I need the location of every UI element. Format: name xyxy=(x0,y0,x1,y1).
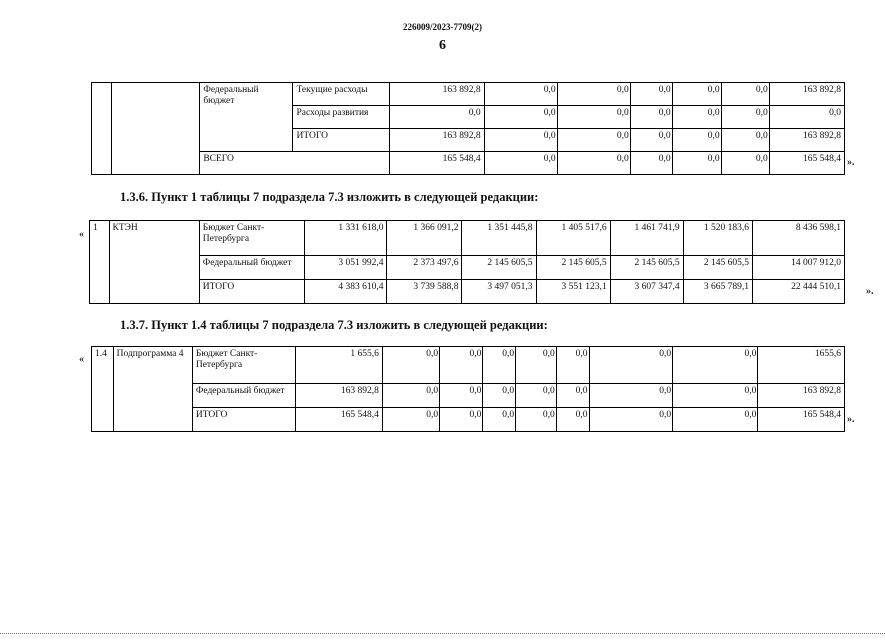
table-cell: 0,0 xyxy=(721,152,769,175)
table-cell: 4 383 610,4 xyxy=(304,280,387,304)
table-cell: 0,0 xyxy=(516,408,557,432)
table-cell: 0,0 xyxy=(484,106,557,129)
table-cell: 2 145 605,5 xyxy=(610,256,683,280)
table-cell: 163 892,8 xyxy=(769,83,844,106)
table-cell: Федеральный бюджет xyxy=(192,384,295,408)
table-cell: 1 655,6 xyxy=(296,347,383,384)
table-cell: 1655,6 xyxy=(758,347,845,384)
table-cell: 0,0 xyxy=(672,129,721,152)
table-cell: 163 892,8 xyxy=(389,83,484,106)
table-row xyxy=(92,408,845,432)
table-cell: 1 331 618,0 xyxy=(304,221,387,256)
table-cell: ИТОГО xyxy=(192,408,295,432)
table-cell: 0,0 xyxy=(382,384,439,408)
table-cell: Федеральный бюджет xyxy=(199,256,304,280)
table-row xyxy=(90,256,845,280)
table-cell: 0,0 xyxy=(483,347,516,384)
table-cell: 1 366 091,2 xyxy=(387,221,462,256)
table-row xyxy=(90,221,845,256)
table-cell: 0,0 xyxy=(557,129,630,152)
table-cell xyxy=(112,83,200,175)
table-cell: 0,0 xyxy=(672,152,721,175)
table-cell: 165 548,4 xyxy=(389,152,484,175)
table-cell: 0,0 xyxy=(769,106,844,129)
table-cell: 3 665 789,1 xyxy=(683,280,752,304)
table-row xyxy=(92,384,845,408)
table-cell: 0,0 xyxy=(673,384,758,408)
table-cell: ВСЕГО xyxy=(200,152,390,175)
open-quote: « xyxy=(79,229,84,240)
table-cell: 2 145 605,5 xyxy=(683,256,752,280)
table-cell: 0,0 xyxy=(516,347,557,384)
table-cell: 0,0 xyxy=(484,129,557,152)
table-cell: 2 145 605,5 xyxy=(536,256,610,280)
table-cell: 0,0 xyxy=(721,129,769,152)
table-cell: Федеральный бюджет xyxy=(200,83,293,152)
table-cell: 0,0 xyxy=(672,83,721,106)
table-cell: 3 051 992,4 xyxy=(304,256,387,280)
table-row xyxy=(92,83,845,106)
table-cell: Бюджет Санкт-Петербурга xyxy=(199,221,304,256)
table-item-1 xyxy=(89,220,845,304)
table-cell: 8 436 598,1 xyxy=(753,221,845,256)
table-cell: 165 548,4 xyxy=(769,152,844,175)
table-cell: 0,0 xyxy=(630,83,672,106)
table-cell: 0,0 xyxy=(440,347,483,384)
table-cell: 22 444 510,1 xyxy=(753,280,845,304)
table-cell: 0,0 xyxy=(516,384,557,408)
table-cell: ИТОГО xyxy=(293,129,389,152)
close-quote: ». xyxy=(866,286,874,297)
table-cell: 0,0 xyxy=(557,83,630,106)
close-quote: ». xyxy=(847,414,855,425)
table-cell: 0,0 xyxy=(557,106,630,129)
table-cell: 0,0 xyxy=(556,384,589,408)
table-cell: 163 892,8 xyxy=(758,384,845,408)
table-cell: 0,0 xyxy=(589,384,673,408)
close-quote: ». xyxy=(847,157,855,168)
table-row xyxy=(92,347,845,384)
table-cell: 163 892,8 xyxy=(389,129,484,152)
open-quote: « xyxy=(79,354,84,365)
table-cell: Подпрограмма 4 xyxy=(113,347,192,432)
table-cell: 0,0 xyxy=(389,106,484,129)
table-row xyxy=(90,280,845,304)
table-cell: 0,0 xyxy=(721,106,769,129)
table-cell: 1 405 517,6 xyxy=(536,221,610,256)
table-cell: КТЭН xyxy=(109,221,199,304)
table-cell: Бюджет Санкт-Петербурга xyxy=(192,347,295,384)
table-cell: 0,0 xyxy=(382,408,439,432)
table-cell: 0,0 xyxy=(630,106,672,129)
table-cell: 1 461 741,9 xyxy=(610,221,683,256)
table-cell: 1 xyxy=(90,221,110,304)
table-cell: 0,0 xyxy=(483,384,516,408)
scan-artifact-line xyxy=(0,633,885,635)
table-cell: 3 551 123,1 xyxy=(536,280,610,304)
page-number: 6 xyxy=(439,38,446,53)
paragraph: 1.3.7. Пункт 1.4 таблицы 7 подраздела 7.3 изложить в следующей редакции: xyxy=(120,318,548,332)
table-cell: 3 497 051,3 xyxy=(462,280,536,304)
table-cell: 14 007 912,0 xyxy=(753,256,845,280)
table-cell: 0,0 xyxy=(382,347,439,384)
table-cell: 165 548,4 xyxy=(758,408,845,432)
table-cell: 2 145 605,5 xyxy=(462,256,536,280)
table-cell: ИТОГО xyxy=(199,280,304,304)
table-cell: 0,0 xyxy=(672,106,721,129)
table-cell: 0,0 xyxy=(630,129,672,152)
table-cell: 0,0 xyxy=(484,83,557,106)
table-cell xyxy=(92,83,112,175)
table-cell: Расходы развития xyxy=(293,106,389,129)
document-number: 226009/2023-7709(2) xyxy=(403,22,482,32)
table-cell: Текущие расходы xyxy=(293,83,389,106)
table-cell: 0,0 xyxy=(483,408,516,432)
table-item-1-4 xyxy=(91,346,845,432)
table-cell: 0,0 xyxy=(589,408,673,432)
table-cell: 3 607 347,4 xyxy=(610,280,683,304)
table-cell: 0,0 xyxy=(484,152,557,175)
table-cell: 0,0 xyxy=(673,347,758,384)
table-cell: 165 548,4 xyxy=(296,408,383,432)
table-cell: 163 892,8 xyxy=(769,129,844,152)
table-cell: 0,0 xyxy=(556,347,589,384)
table-cell: 2 373 497,6 xyxy=(387,256,462,280)
table-cell: 0,0 xyxy=(630,152,672,175)
table-cell: 0,0 xyxy=(721,83,769,106)
table-cell: 0,0 xyxy=(557,152,630,175)
table-cell: 0,0 xyxy=(440,384,483,408)
table-cell: 1 351 445,8 xyxy=(462,221,536,256)
table-cell: 0,0 xyxy=(673,408,758,432)
table-cell: 0,0 xyxy=(556,408,589,432)
table-cell: 1.4 xyxy=(92,347,114,432)
table-cell: 0,0 xyxy=(440,408,483,432)
table-cell: 1 520 183,6 xyxy=(683,221,752,256)
table-row xyxy=(92,152,845,175)
table-cell: 0,0 xyxy=(589,347,673,384)
paragraph: 1.3.6. Пункт 1 таблицы 7 подраздела 7.3 изложить в следующей редакции: xyxy=(120,190,539,204)
table-cell: 3 739 588,8 xyxy=(387,280,462,304)
table-continuation xyxy=(91,82,845,175)
table-cell: 163 892,8 xyxy=(296,384,383,408)
